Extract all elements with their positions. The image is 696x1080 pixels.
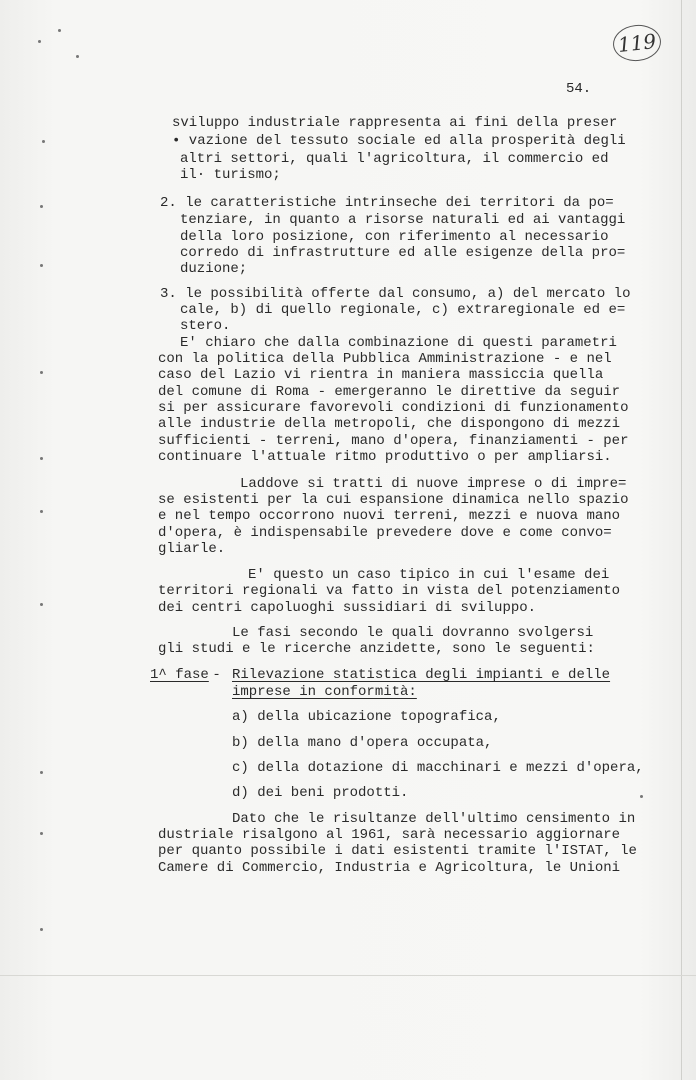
scan-speck — [40, 928, 43, 931]
text-line: dei centri capoluoghi sussidiari di sviluppo. — [158, 600, 537, 616]
scan-speck — [640, 795, 643, 798]
phase-dash: - — [204, 667, 230, 683]
scan-border — [0, 975, 696, 976]
scan-speck — [40, 371, 43, 374]
sub-item: c) della dotazione di macchinari e mezzi d'opera, — [232, 760, 644, 776]
text-line: Camere di Commercio, Industria e Agricoltura, le Unioni — [158, 860, 621, 876]
scan-speck — [40, 457, 43, 460]
text-line: il· turismo; — [180, 167, 281, 183]
phase-title: imprese in conformità: — [232, 684, 417, 700]
sub-item: b) della mano d'opera occupata, — [232, 735, 493, 751]
scan-speck — [76, 55, 79, 58]
text-line: • vazione del tessuto sociale ed alla prosperità degli — [172, 133, 626, 149]
text-line: per quanto possibile i dati esistenti tramite l'ISTAT, le — [158, 843, 637, 859]
sub-item: a) della ubicazione topografica, — [232, 709, 501, 725]
text-line: altri settori, quali l'agricoltura, il commercio ed — [180, 151, 609, 167]
text-line: E' chiaro che dalla combinazione di questi parametri — [180, 335, 617, 351]
text-line: Laddove si tratti di nuove imprese o di impre= — [240, 476, 627, 492]
text-line: corredo di infrastrutture ed alle esigenze della pro= — [180, 245, 626, 261]
scan-speck — [40, 832, 43, 835]
text-line: tenziare, in quanto a risorse naturali ed ai vantaggi — [180, 212, 626, 228]
page-number: 54. — [566, 81, 592, 97]
scan-speck — [58, 29, 61, 32]
scan-speck — [40, 264, 43, 267]
phase-label: 1^ fase — [150, 667, 209, 683]
scan-speck — [38, 40, 41, 43]
text-line: del comune di Roma - emergeranno le direttive da seguir — [158, 384, 621, 400]
text-line: d'opera, è indispensabile prevedere dove e come convo= — [158, 525, 612, 541]
text-line: alle industrie della metropoli, che dispongono di mezzi — [158, 416, 621, 432]
list-item-2: 2. le caratteristiche intrinseche dei territori da po= — [160, 195, 614, 211]
text-line: E' questo un caso tipico in cui l'esame dei — [248, 567, 610, 583]
text-line: sufficienti - terreni, mano d'opera, finanziamenti - per — [158, 433, 629, 449]
archive-number-stamp: 119 — [611, 23, 663, 64]
text-line: duzione; — [180, 261, 248, 277]
text-line: territori regionali va fatto in vista del potenziamento — [158, 583, 621, 599]
text-line: della loro posizione, con riferimento al necessario — [180, 229, 609, 245]
text-line: se esistenti per la cui espansione dinamica nello spazio — [158, 492, 629, 508]
text-line: stero. — [180, 318, 231, 334]
text-line: dustriale risalgono al 1961, sarà necessario aggiornare — [158, 827, 621, 843]
scan-speck — [40, 510, 43, 513]
phase-title: Rilevazione statistica degli impianti e delle — [232, 667, 611, 683]
text-line: sviluppo industriale rappresenta ai fini della preser — [172, 115, 618, 131]
text-line: gli studi e le ricerche anzidette, sono le seguenti: — [158, 641, 595, 657]
text-line: Dato che le risultanze dell'ultimo censimento in — [232, 811, 636, 827]
text-line: e nel tempo occorrono nuovi terreni, mezzi e nuova mano — [158, 508, 621, 524]
scan-speck — [40, 205, 43, 208]
scan-speck — [42, 140, 45, 143]
list-item-3: 3. le possibilità offerte dal consumo, a) del mercato lo — [160, 286, 631, 302]
text-line: caso del Lazio vi rientra in maniera massiccia quella — [158, 367, 604, 383]
scan-speck — [40, 603, 43, 606]
text-line: Le fasi secondo le quali dovranno svolgersi — [232, 625, 594, 641]
page-edge — [681, 0, 682, 1080]
sub-item: d) dei beni prodotti. — [232, 785, 409, 801]
scan-speck — [40, 771, 43, 774]
text-line: con la politica della Pubblica Amministrazione - e nel — [158, 351, 612, 367]
text-line: si per assicurare favorevoli condizioni di funzionamento — [158, 400, 629, 416]
text-line: continuare l'attuale ritmo produttivo o per ampliarsi. — [158, 449, 612, 465]
text-line: gliarle. — [158, 541, 226, 557]
text-line: cale, b) di quello regionale, c) extraregionale ed e= — [180, 302, 626, 318]
